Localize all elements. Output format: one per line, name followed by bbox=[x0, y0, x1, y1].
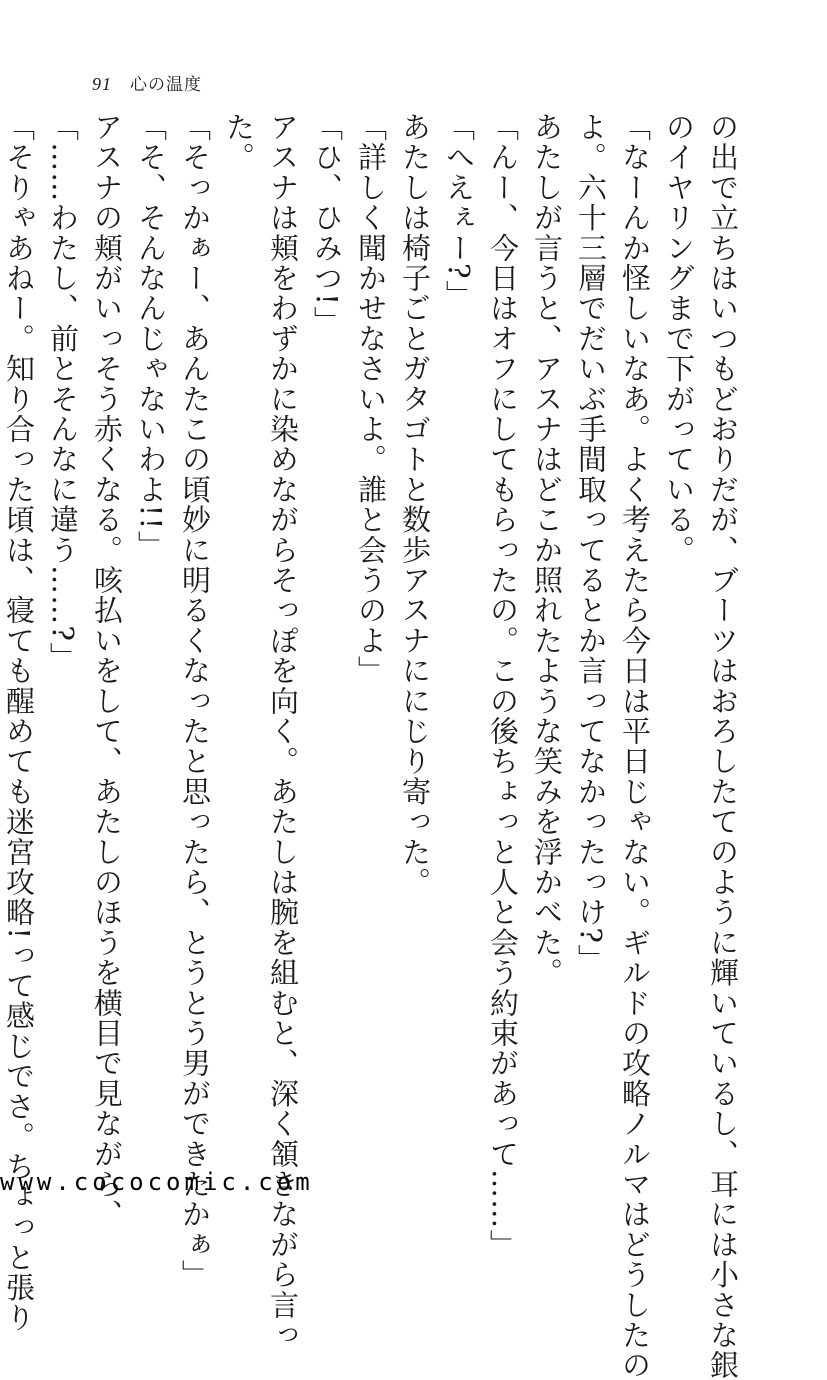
text-line: アスナは頬をわずかに染めながらそっぽを向く。あたしは腕を組むと、深く頷きながら言っ bbox=[266, 112, 300, 1351]
text-line: 「詳しく聞かせなさいよ。誰と会うのよ」 bbox=[354, 112, 388, 686]
text-line: 「へえぇー?」 bbox=[442, 112, 476, 310]
chapter-title: 心の温度 bbox=[130, 75, 202, 95]
text-line: 「……わたし、前とそんなに違う……?」 bbox=[46, 112, 80, 673]
text-line: 「ひ、ひみつ!」 bbox=[310, 112, 344, 337]
text-line: 「そっかぁー、あんたこの頃妙に明るくなったと思ったら、とうとう男ができたかぁ」 bbox=[178, 112, 212, 1290]
text-line: 「そりゃあねー。知り合った頃は、寝ても醒めても迷宮攻略!って感じでさ。ちょっと張り bbox=[2, 112, 36, 1333]
text-line: アスナの頬がいっそう赤くなる。咳払いをして、あたしのほうを横目で見ながら、 bbox=[90, 112, 124, 1230]
text-line: 「そ、そんなんじゃないわよ!!」 bbox=[134, 112, 168, 561]
text-line: あたしは椅子ごとガタゴトと数歩アスナににじり寄った。 bbox=[398, 112, 432, 898]
text-line: 「んー、今日はオフにしてもらったの。この後ちょっと人と会う約束があって……」 bbox=[486, 112, 520, 1260]
text-line: 「なーんか怪しいなあ。よく考えたら今日は平日じゃない。ギルドの攻略ノルマはどうしたの bbox=[618, 112, 652, 1380]
page-number: 91 bbox=[92, 74, 112, 94]
text-line: よ。六十三層でだいぶ手間取ってるとか言ってなかったっけ?」 bbox=[574, 112, 608, 975]
text-line: のイヤリングまで下がっている。 bbox=[662, 112, 696, 565]
text-line: あたしが言うと、アスナはどこか照れたような笑みを浮かべた。 bbox=[530, 112, 564, 988]
watermark-text: www.cococomic.com bbox=[0, 1168, 314, 1196]
text-line: の出で立ちはいつもどおりだが、ブーツはおろしたてのように輝いているし、耳には小さな銀 bbox=[706, 112, 740, 1380]
text-line: た。 bbox=[222, 112, 256, 173]
running-header bbox=[92, 70, 202, 95]
